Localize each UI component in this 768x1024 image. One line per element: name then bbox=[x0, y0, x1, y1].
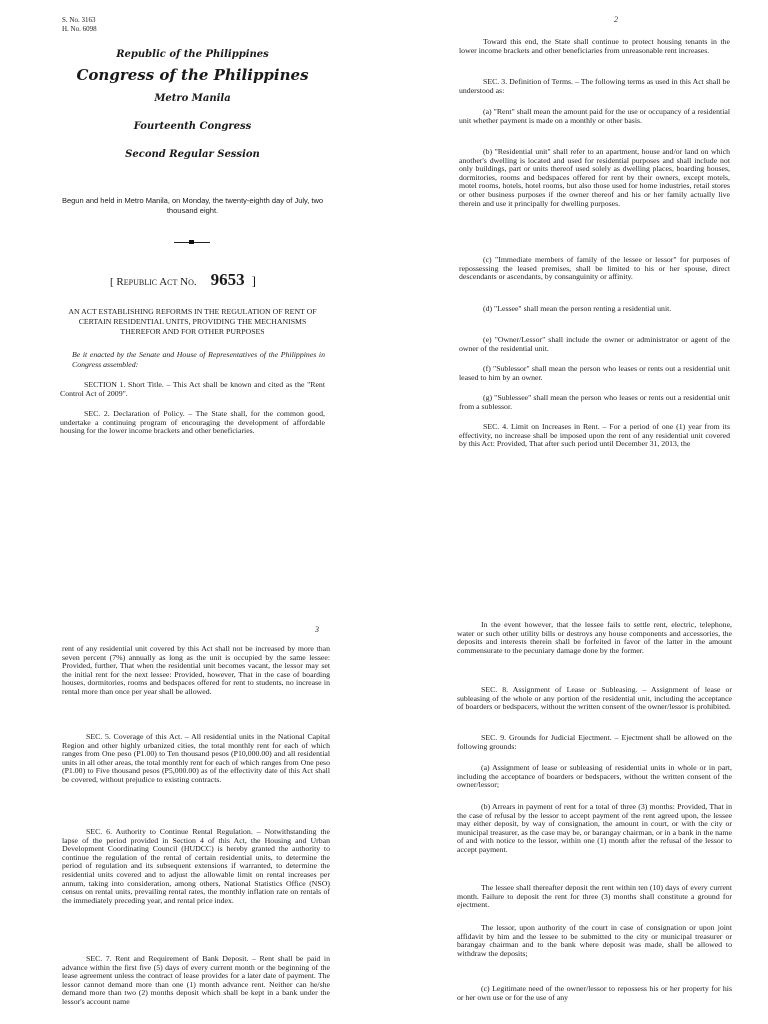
definition-g: (g) "Sublessee" shall mean the person who leases or rents out a residential unit from a sublessor. bbox=[459, 393, 730, 411]
house-bill-number: H. No. 6098 bbox=[62, 25, 97, 33]
section-1: SECTION 1. Short Title. – This Act shall be known and cited as the "Rent Control Act of 2009". bbox=[60, 380, 325, 398]
page-3 bbox=[0, 512, 384, 1024]
act-title: AN ACT ESTABLISHING REFORMS IN THE REGULATION OF RENT OF CERTAIN RESIDENTIAL UNITS, PROVIDING THE MECHANISMS THEREFOR AND FOR OTHER PURPOSES bbox=[68, 307, 317, 336]
page-number: 2 bbox=[614, 15, 618, 24]
definition-d: (d) "Lessee" shall mean the person renting a residential unit. bbox=[483, 304, 672, 313]
section-7: SEC. 7. Rent and Requirement of Bank Deposit. – Rent shall be paid in advance within the first five (5) days of every current month or the beginning of the lease agreement unless the contract of lease provides for a later date of payment. The lessor cannot demand more than one (1) month advance rent. Neither can he/she demand more than two (2) months deposit which shall be kept in a bank under the lessor's account name bbox=[62, 954, 330, 1006]
page-number: 3 bbox=[315, 625, 319, 634]
section-6: SEC. 6. Authority to Continue Rental Regulation. – Notwithstanding the lapse of the period provided in Section 4 of this Act, the Housing and Urban Development Coordinating Council (HUDCC) is hereby granted the authority to continue the regulation of the rental of certain residential units, to determine the period of regulation and its subsequent extensions if warranted, to determine the residential units covered and to adjust the allowable limit on rental increases per annum, taking into consideration, among others, National Statistics Office (NSO) census on rental units, prevailing rental rates, the monthly inflation rate on rentals of the immediately preceding year, and rental price index. bbox=[62, 827, 330, 905]
intro-paragraph: Toward this end, the State shall continue to protect housing tenants in the lower income brackets and other beneficiaries from unreasonable rent increases. bbox=[459, 37, 730, 55]
section-4-continued: rent of any residential unit covered by this Act shall not be increased by more than seven percent (7%) annually as long as the unit is occupied by the same lessee: Provided, further, That when the residential unit becomes vacant, the lessor may set the initial rent for the next lessee: Provided, however, That in the case of boarding houses, dormitories, rooms and bedspaces offered for rent to students, no increase in rental more than once per year shall be allowed. bbox=[62, 644, 330, 696]
act-number: 9653 bbox=[210, 270, 245, 289]
section-3: SEC. 3. Definition of Terms. – The following terms as used in this Act shall be understood as: bbox=[459, 77, 730, 95]
definition-a: (a) "Rent" shall mean the amount paid for the use or occupancy of a residential unit whether payment is made on a monthly or other basis. bbox=[459, 107, 730, 125]
ground-b: (b) Arrears in payment of rent for a total of three (3) months: Provided, That in the case of refusal by the lessor to accept payment of the rent agreed upon, the lessee may either deposit, by way of consignation, the amount in court, or with the city or municipal treasurer, as the case may be, or barangay chairman, or in a bank in the name of and with notice to the lessor, within one (1) month after the refusal of the lessor to accept payment. bbox=[457, 802, 732, 854]
ground-a: (a) Assignment of lease or subleasing of residential units in whole or in part, including the acceptance of boarders or bedspacers, without the written consent of the owner/lessor; bbox=[457, 763, 732, 790]
page-1 bbox=[0, 0, 384, 512]
ground-b-deposit: The lessee shall thereafter deposit the rent within ten (10) days of every current month. Failure to deposit the rent for three (3) months shall constitute a ground for ejectment. bbox=[457, 883, 732, 910]
definition-c: (c) "Immediate members of family of the lessee or lessor" for purposes of repossessing the leased premises, shall be limited to his or her spouse, direct descendants or ascendants, by consanguinity or affinity. bbox=[459, 255, 730, 282]
congress-heading: Congress of the Philippines bbox=[76, 66, 309, 84]
enacting-clause: Be it enacted by the Senate and House of Representatives of the Philippines in Congress assembled: bbox=[72, 350, 325, 369]
definition-e: (e) "Owner/Lessor" shall include the owner or administrator or agent of the owner of the residential unit. bbox=[459, 335, 730, 353]
act-label: [ Republic Act No. bbox=[110, 276, 197, 288]
definition-b: (b) "Residential unit" shall refer to an apartment, house and/or land on which another's dwelling is located and used for residential purposes and shall include not only buildings, part or units thereof used solely as dwelling places, boarding houses, dormitories, rooms and bedspaces offered for rent by their owners, except motels, motel rooms, hotels, hotel rooms, but also those used for home industries, retail stores or other business purposes if the owner thereof and his or her family actually live therein and use it principally for dwelling purposes. bbox=[459, 147, 730, 208]
ground-c: (c) Legitimate need of the owner/lessor to repossess his or her property for his or her own use or for the use of any bbox=[457, 984, 732, 1002]
ornament-divider bbox=[174, 240, 210, 244]
senate-bill-number: S. No. 3163 bbox=[62, 16, 96, 24]
forfeiture-paragraph: In the event however, that the lessee fails to settle rent, electric, telephone, water or such other utility bills or destroys any house components and accessories, the deposits and interests therein shall be forfeited in favor of the latter in the amount commensurate to the pecuniary damage done by the former. bbox=[457, 620, 732, 655]
section-2: SEC. 2. Declaration of Policy. – The State shall, for the common good, undertake a continuing program of encouraging the development of affordable housing for the lower income brackets and other beneficiaries. bbox=[60, 409, 325, 436]
act-number-line bbox=[110, 270, 330, 290]
ground-b-withdrawal: The lessor, upon authority of the court in case of consignation or upon joint affidavit by him and the lessee to be submitted to the city or municipal treasurer or barangay chairman and to the bank where deposit was made, shall be allowed to withdraw the deposits; bbox=[457, 923, 732, 958]
section-4: SEC. 4. Limit on Increases in Rent. – For a period of one (1) year from its effectivity, no increase shall be imposed upon the rent of any residential unit covered by this Act: Provided, That after such period until December 31, 2013, the bbox=[459, 422, 730, 449]
definition-f: (f) "Sublessor" shall mean the person who leases or rents out a residential unit leased to him by an owner. bbox=[459, 364, 730, 382]
page-2 bbox=[384, 0, 768, 512]
session-heading: Second Regular Session bbox=[125, 149, 260, 160]
republic-heading: Republic of the Philippines bbox=[116, 49, 269, 60]
act-close-bracket: ] bbox=[251, 273, 256, 288]
begun-statement: Begun and held in Metro Manila, on Monday, the twenty-eighth day of July, two thousand eight. bbox=[61, 196, 324, 215]
section-5: SEC. 5. Coverage of this Act. – All residential units in the National Capital Region and other highly urbanized cities, the total monthly rent for each of which ranges from One peso (P1.00) to Ten thousand pesos (P10,000.00) and all residential units in all other areas, the total monthly rent for each of which ranges from One peso (P1.00) to Five thousand pesos (P5,000.00) as of the effectivity date of this Act shall be covered, without prejudice to existing contracts. bbox=[62, 732, 330, 784]
page-4 bbox=[384, 512, 768, 1024]
section-8: SEC. 8. Assignment of Lease or Subleasing. – Assignment of lease or subleasing of the whole or any portion of the residential unit, including the acceptance of boarders or bedspacers, without the written consent of the owner/lessor is prohibited. bbox=[457, 685, 732, 712]
congress-number-heading: Fourteenth Congress bbox=[133, 121, 252, 132]
place-heading: Metro Manila bbox=[154, 93, 231, 104]
section-9: SEC. 9. Grounds for Judicial Ejectment. – Ejectment shall be allowed on the following grounds: bbox=[457, 733, 732, 751]
